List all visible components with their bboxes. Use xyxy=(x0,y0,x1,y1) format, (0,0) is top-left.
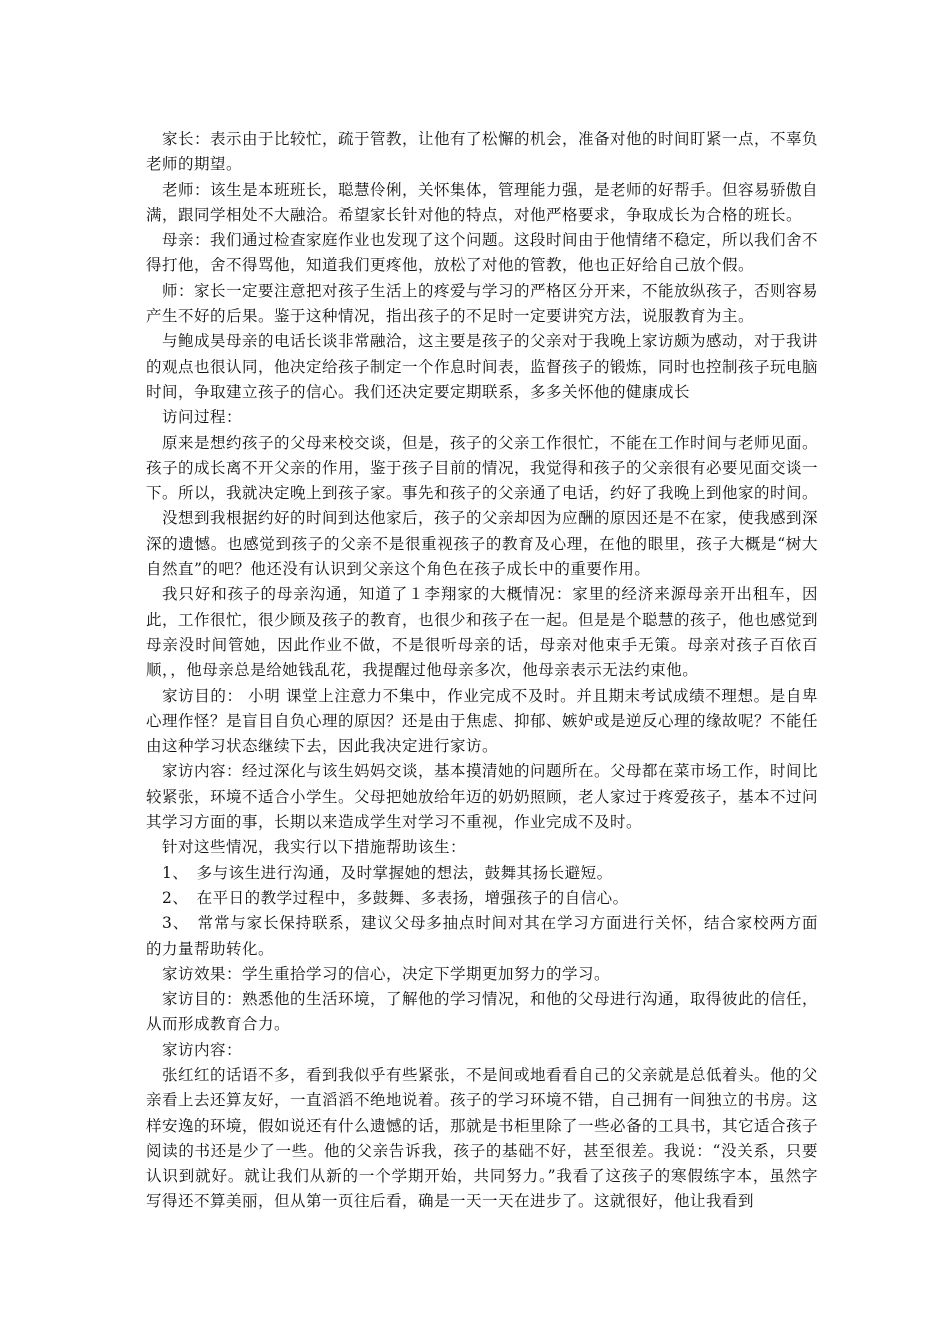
paragraph-teacher-advice: 师：家长一定要注意把对孩子生活上的疼爱与学习的严格区分开来，不能放纵孩子，否则容易产生不好的后果。鉴于这种情况，指出孩子的不足时一定要讲究方法，说服教育为主。 xyxy=(146,281,819,326)
list-item-measure-3: 3、 常常与家长保持联系，建议父母多抽点时间对其在学习方面进行关怀，结合家校两方面的力量帮助转化。 xyxy=(146,914,818,958)
paragraph-father-absent: 没想到我根据约好的时间到达他家后，孩子的父亲却因为应酬的原因还是不在家，使我感到深深的遗憾。也感觉到孩子的父亲不是很重视孩子的教育及心理，在他的眼里，孩子大概是“树大自然直”的吧？他还没有认识到父亲这个角色在孩子成长中的重要作用。 xyxy=(146,509,819,579)
paragraph-mother-response: 母亲：我们通过检查家庭作业也发现了这个问题。这段时间由于他情绪不稳定，所以我们舍不得打他，舍不得骂他，知道我们更疼他，放松了对他的管教，他也正好给自己放个假。 xyxy=(146,231,819,275)
document-body xyxy=(146,127,818,1215)
paragraph-visit-content-heading: 家访内容： xyxy=(162,1040,243,1059)
list-item-measure-2: 2、 在平日的教学过程中，多鼓舞、多表扬，增强孩子的自信心。 xyxy=(162,888,629,907)
paragraph-teacher-comment: 老师：该生是本班班长，聪慧伶俐，关怀集体，管理能力强，是老师的好帮手。但容易骄傲自满，跟同学相处不大融洽。希望家长针对他的特点，对他严格要求，争取成长为合格的班长。 xyxy=(146,180,819,224)
paragraph-visit-process-heading: 访问过程： xyxy=(162,408,243,427)
paragraph-visit-purpose-2: 家访目的：熟悉他的生活环境，了解他的学习情况，和他的父母进行沟通，取得彼此的信任，从而形成教育合力。 xyxy=(146,990,819,1034)
paragraph-visit-result: 家访效果：学生重拾学习的信心，决定下学期更加努力的学习。 xyxy=(162,964,611,983)
paragraph-measures-intro: 针对这些情况，我实行以下措施帮助该生： xyxy=(162,838,467,857)
paragraph-parent-response: 家长：表示由于比较忙，疏于管教，让他有了松懈的机会，准备对他的时间盯紧一点，不辜负老师的期望。 xyxy=(146,130,819,174)
list-item-measure-1: 1、 多与该生进行沟通，及时掌握她的想法，鼓舞其扬长避短。 xyxy=(162,863,613,882)
paragraph-phone-talk: 与鲍成昊母亲的电话长谈非常融洽，这主要是孩子的父亲对于我晚上家访颇为感动，对于我讲的观点也很认同，他决定给孩子制定一个作息时间表，监督孩子的锻炼，同时也控制孩子玩电脑时间，争取建立孩子的信心。我们还决定要定期联系，多多关怀他的健康成长 xyxy=(146,332,819,401)
paragraph-visit-content-1: 家访内容：经过深化与该生妈妈交谈，基本摸清她的问题所在。父母都在菜市场工作，时间比较紧张，环境不适合小学生。父母把她放给年迈的奶奶照顾，老人家过于疼爱孩子，基本不过问其学习方面的事，长期以来造成学生对学习不重视，作业完成不及时。 xyxy=(146,762,819,832)
paragraph-visit-plan: 原来是想约孩子的父母来校交谈，但是，孩子的父亲工作很忙，不能在工作时间与老师见面。孩子的成长离不开父亲的作用，鉴于孩子目前的情况，我觉得和孩子的父亲很有必要见面交谈一下。所以，我就决定晚上到孩子家。事先和孩子的父亲通了电话，约好了我晚上到他家的时间。 xyxy=(146,433,819,503)
paragraph-visit-purpose-1: 家访目的： 小明 课堂上注意力不集中，作业完成不及时。并且期末考试成绩不理想。是自卑心理作怪？是盲目自负心理的原因？还是由于焦虑、抑郁、嫉妒或是逆反心理的缘故呢？不能任由这种学习状态继续下去，因此我决定进行家访。 xyxy=(146,686,819,756)
paragraph-mother-talk: 我只好和孩子的母亲沟通，知道了１李翔家的大概情况：家里的经济来源母亲开出租车，因此，工作很忙，很少顾及孩子的教育，也很少和孩子在一起。但是是个聪慧的孩子，他也感觉到母亲没时间管她，因此作业不做，不是很听母亲的话，母亲对他束手无策。母亲对孩子百依百顺，，他母亲总是给她钱乱花，我提醒过他母亲多次，他母亲表示无法约束他。 xyxy=(146,585,819,680)
paragraph-visit-content-2: 张红红的话语不多，看到我似乎有些紧张，不是间或地看看自己的父亲就是总低着头。他的父亲看上去还算友好，一直滔滔不绝地说着。孩子的学习环境不错，自己拥有一间独立的书房。这样安逸的环境，假如说还有什么遗憾的话，那就是书柜里除了一些必备的工具书，其它适合孩子阅读的书还是少了一些。他的父亲告诉我，孩子的基础不好，甚至很差。我说：“没关系，只要认识到就好。就让我们从新的一个学期开始，共同努力。”我看了这孩子的寒假练字本，虽然字写得还不算美丽，但从第一页往后看，确是一天一天在进步了。这就很好，他让我看到 xyxy=(146,1065,819,1211)
